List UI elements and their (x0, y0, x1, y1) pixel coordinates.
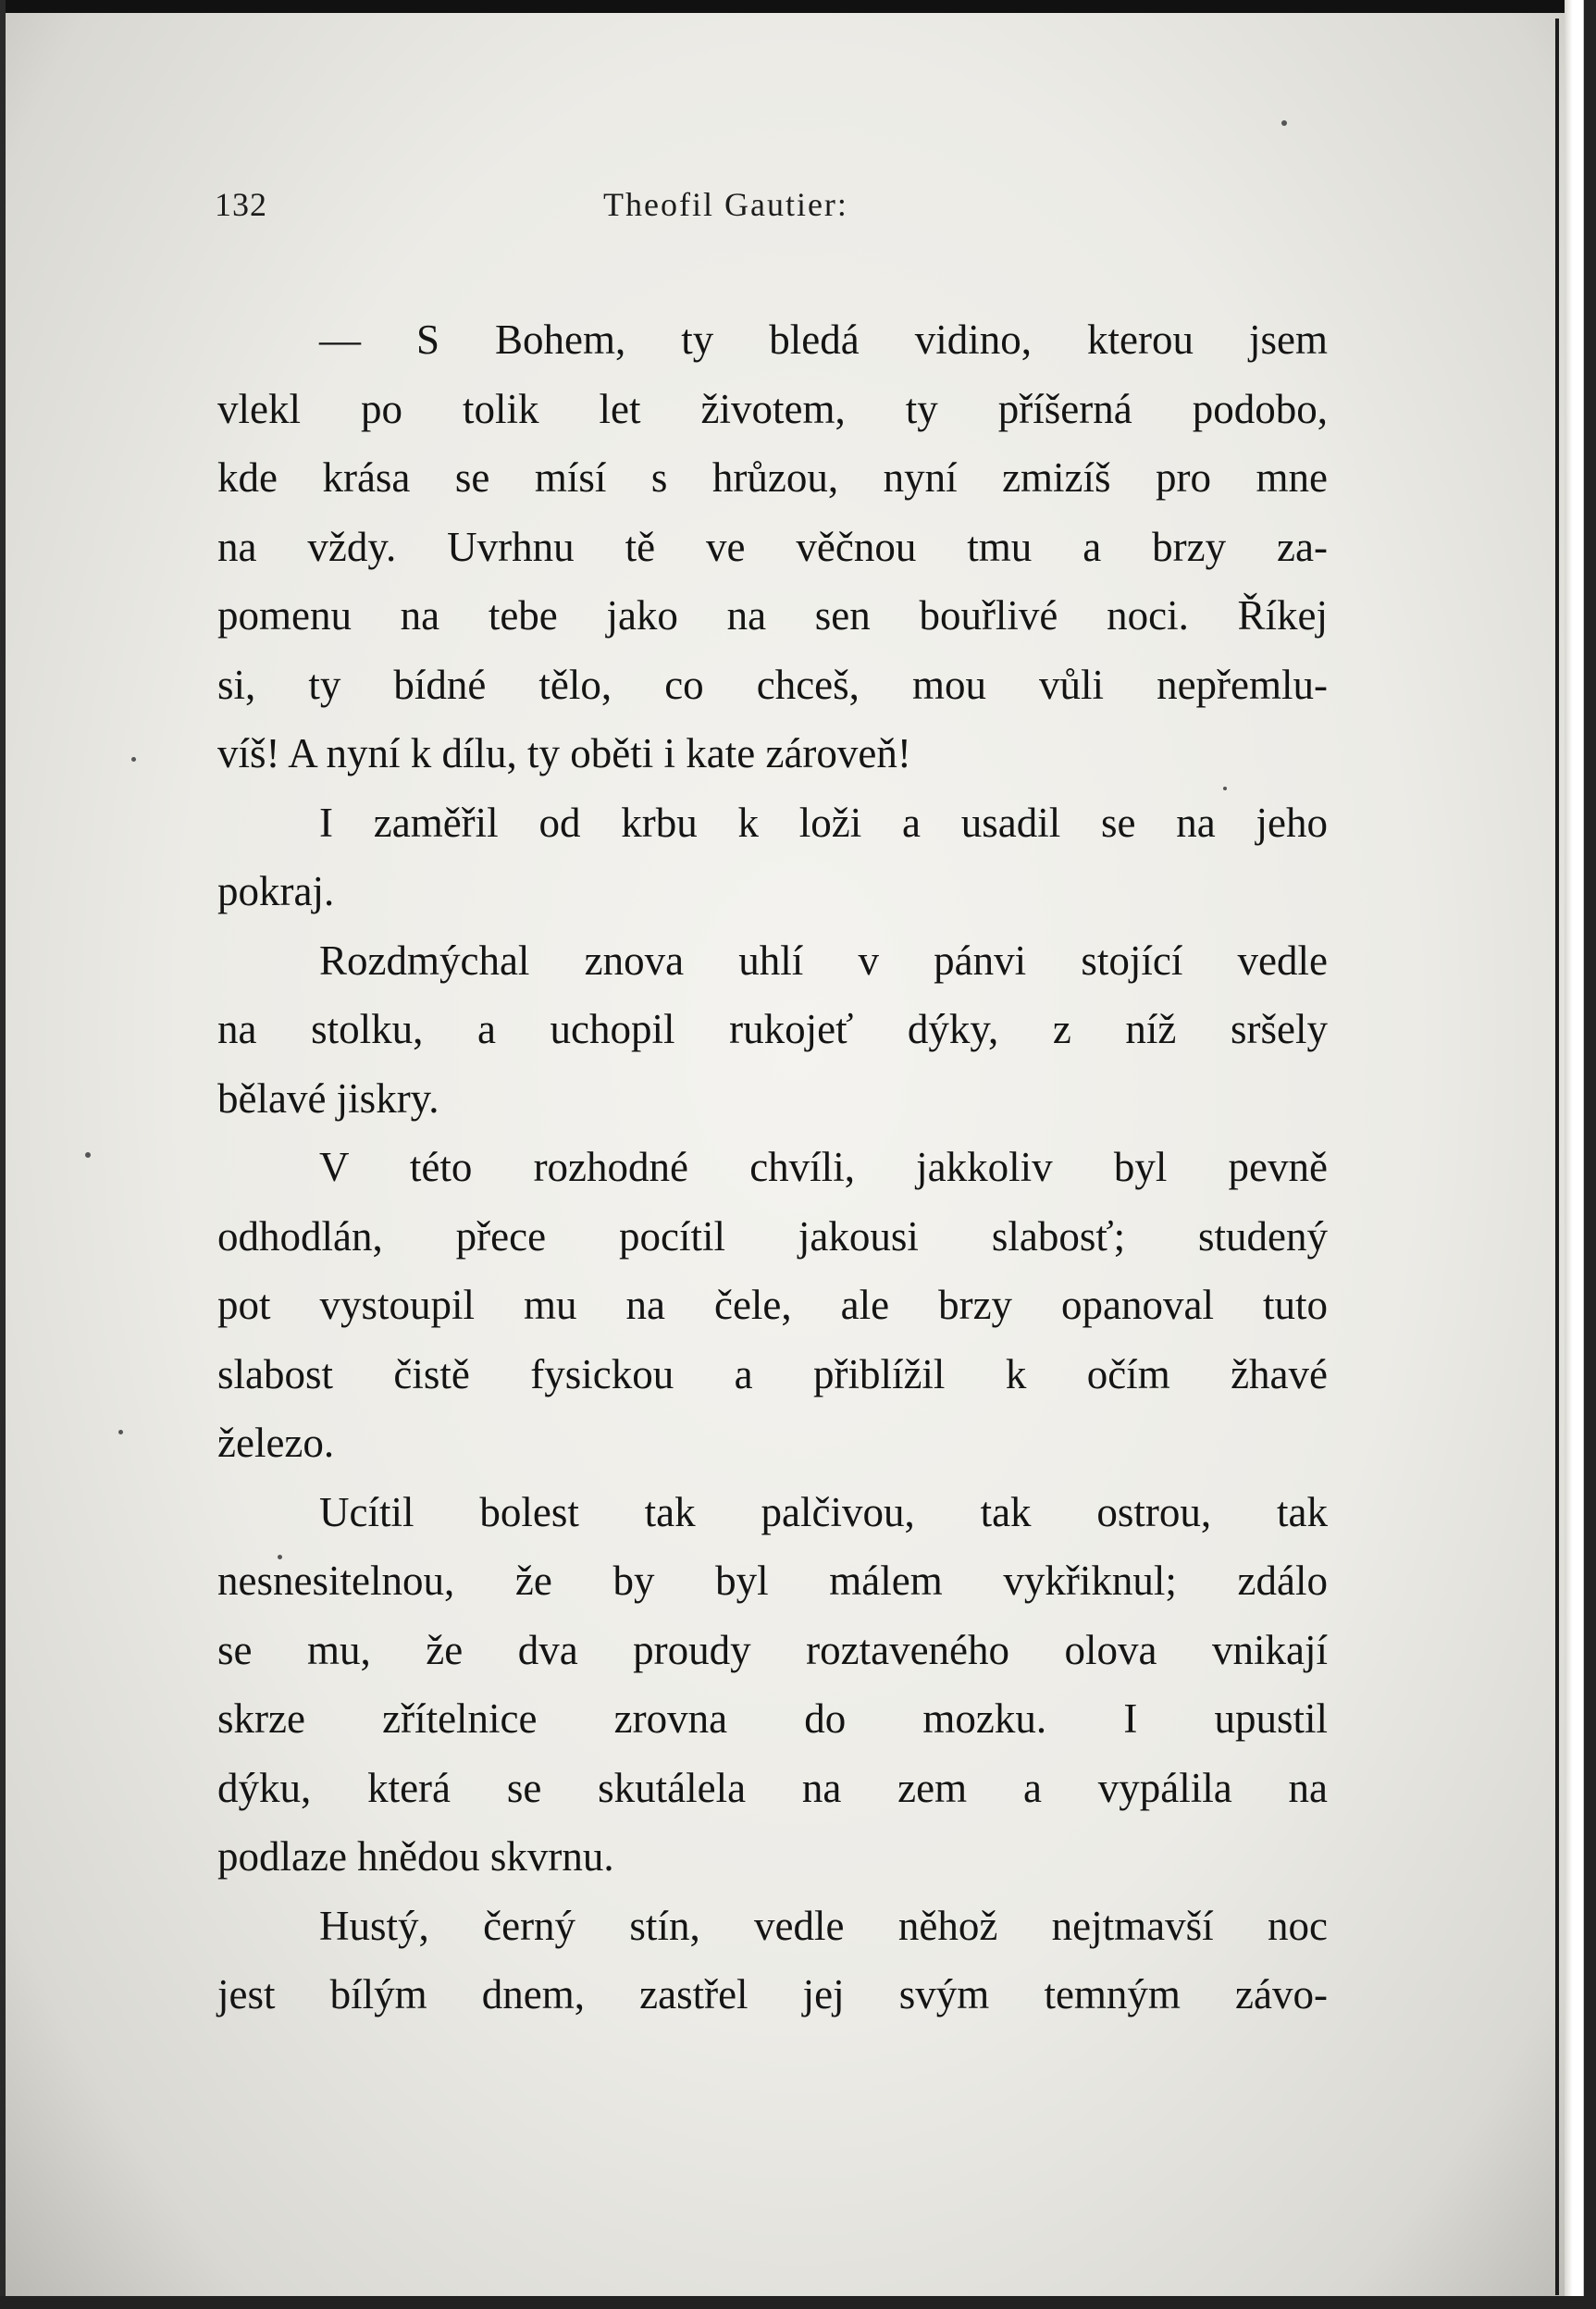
text-line: na vždy. Uvrhnu tě ve věčnou tmu a brzy za- (217, 523, 1328, 570)
text-line: odhodlán, přece pocítil jakousi slabosť; studený (217, 1212, 1328, 1260)
page-number: 132 (215, 186, 267, 223)
text-line: pokraj. (217, 868, 335, 914)
text-line: se mu, že dva proudy roztaveného olova vnikají (217, 1626, 1328, 1673)
scan-edge-right (1565, 0, 1596, 2309)
text-line: I zaměřil od krbu k loži a usadil se na jeho (319, 799, 1328, 846)
text-line: podlaze hnědou skvrnu. (217, 1833, 614, 1880)
scan-edge-bottom (0, 2296, 1596, 2309)
scan-speck (85, 1152, 91, 1158)
text-line: kde krása se mísí s hrůzou, nyní zmizíš pro mne (217, 454, 1328, 501)
scan-speck (1281, 120, 1287, 126)
scan-edge-top (0, 0, 1596, 13)
text-line: na stolku, a uchopil rukojeť dýky, z níž sršely (217, 1006, 1328, 1052)
scan-speck (118, 1430, 123, 1434)
text-line: dýku, která se skutálela na zem a vypálila na (217, 1764, 1328, 1811)
text-line: pot vystoupil mu na čele, ale brzy opanoval tuto (217, 1282, 1328, 1328)
text-line: V této rozhodné chvíli, jakkoliv byl pevně (319, 1144, 1328, 1190)
scan-binding-line (1555, 19, 1559, 2295)
page-body-text (217, 305, 1328, 2030)
text-line: si, ty bídné tělo, co chceš, mou vůli nepřemlu- (217, 661, 1328, 708)
text-line: Rozdmýchal znova uhlí v pánvi stojící vedle (319, 937, 1328, 984)
text-line: jest bílým dnem, zastřel jej svým temným závo- (217, 1971, 1328, 2017)
text-line: vlekl po tolik let životem, ty příšerná podobo, (217, 385, 1328, 432)
running-head: Theofil Gautier: (603, 186, 848, 223)
text-line: železo. (217, 1420, 335, 1466)
text-line: Hustý, černý stín, vedle něhož nejtmavší noc (319, 1902, 1328, 1949)
text-line: víš! A nyní k dílu, ty oběti i kate zároveň! (217, 730, 911, 776)
text-line: — S Bohem, ty bledá vidino, kterou jsem (319, 317, 1328, 363)
text-line: bělavé jiskry. (217, 1074, 439, 1122)
scan-edge-left (0, 0, 6, 2309)
text-line: Ucítil bolest tak palčivou, tak ostrou, tak (319, 1488, 1328, 1535)
page-header (215, 185, 1325, 241)
text-line: skrze zřítelnice zrovna do mozku. I upustil (217, 1695, 1328, 1742)
text-line: slabost čistě fysickou a přiblížil k očím žhavé (217, 1350, 1328, 1397)
text-line: pomenu na tebe jako na sen bouřlivé noci. Říkej (217, 592, 1328, 639)
scan-speck (131, 757, 136, 762)
text-line: nesnesitelnou, že by byl málem vykřiknul; zdálo (217, 1558, 1328, 1604)
